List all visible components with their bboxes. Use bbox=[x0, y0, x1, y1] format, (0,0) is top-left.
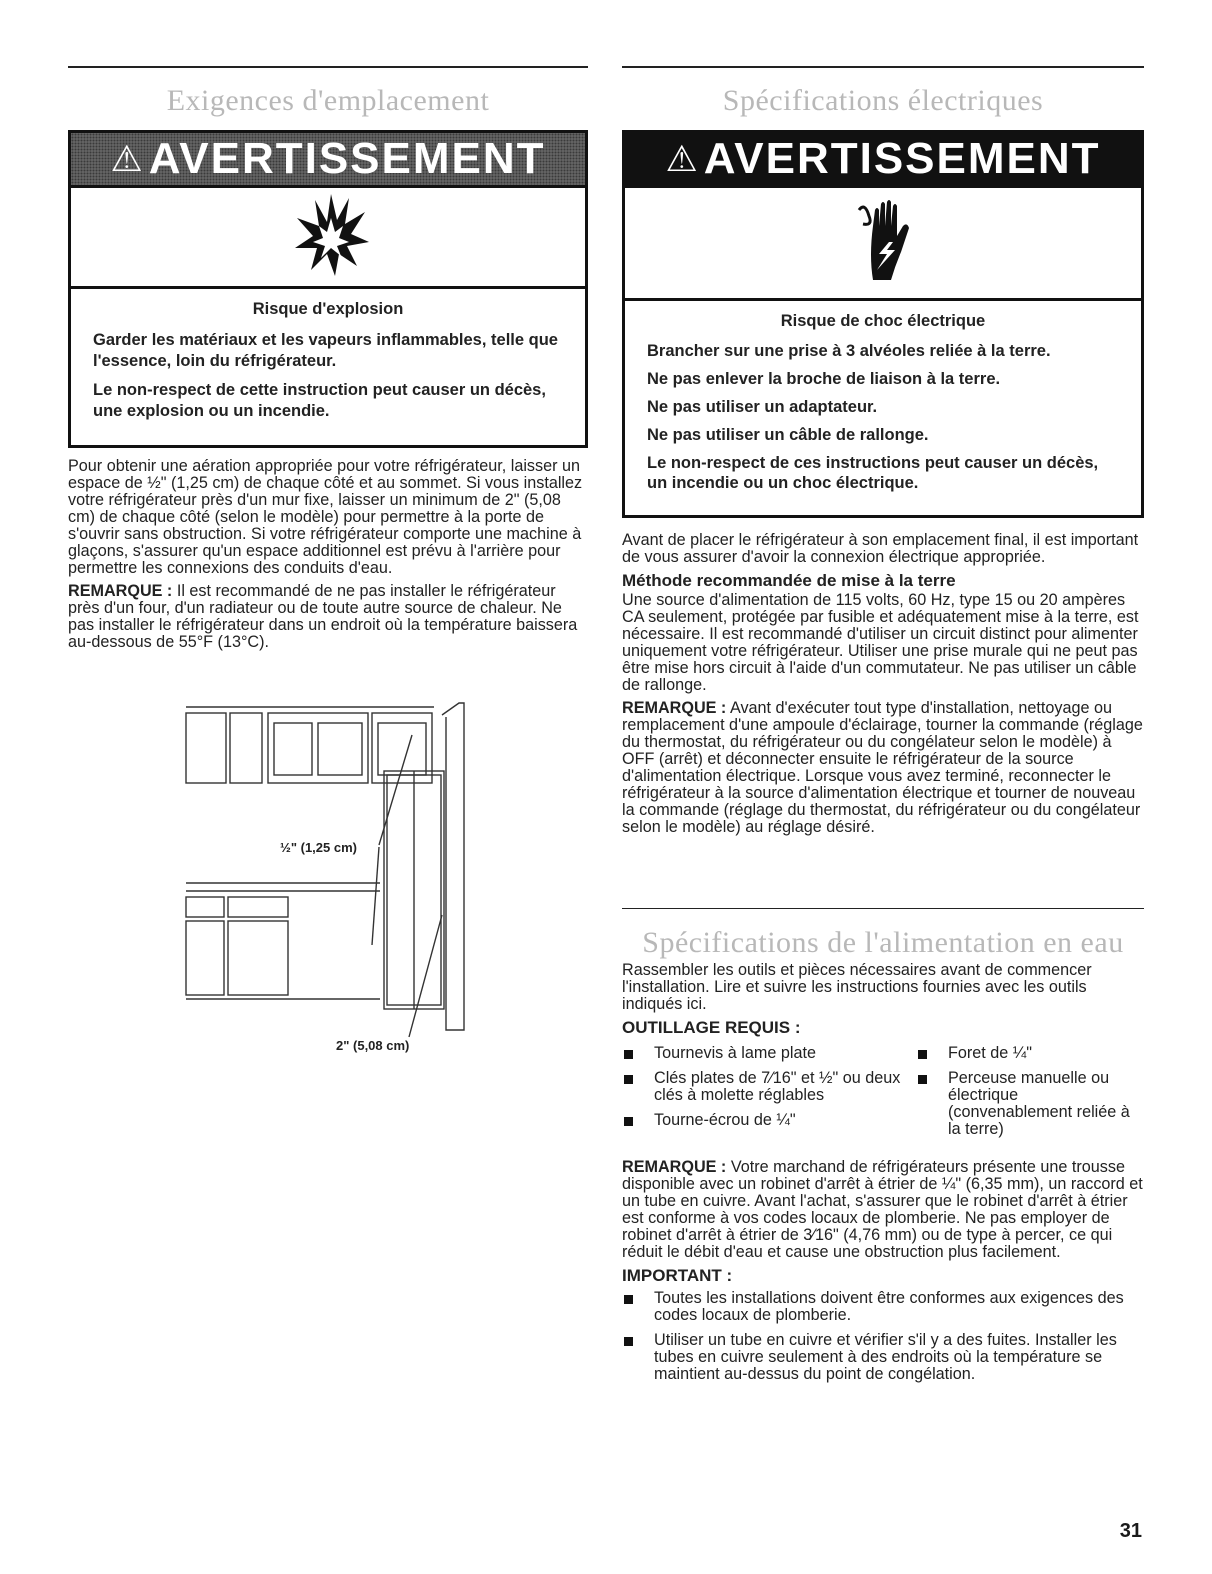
list-item: Toutes les installations doivent être conformes aux exigences des codes locaux de plomberie. bbox=[622, 1290, 1144, 1324]
warning-text bbox=[71, 289, 585, 444]
remarque-paragraph bbox=[68, 583, 588, 651]
electrical-text bbox=[622, 532, 1144, 842]
section-title-water: Spécifications de l'alimentation en eau bbox=[642, 926, 1124, 959]
section-title-location: Exigences d'emplacement bbox=[166, 84, 490, 117]
warning-line: Ne pas utiliser un câble de rallonge. bbox=[647, 426, 929, 444]
paragraph-tools-intro: Rassembler les outils et pièces nécessaires avant de commencer l'installation. Lire et suivre les instructions fournies avec les outils indiqués ici. bbox=[622, 961, 1092, 1013]
warning-line-1: Garder les matériaux et les vapeurs inflammables, telle que l'essence, loin du réfrigérateur. bbox=[93, 331, 558, 370]
water-text bbox=[622, 962, 1144, 1391]
warning-line: Ne pas enlever la broche de liaison à la terre. bbox=[647, 370, 1001, 388]
diagram-label-half: ½" (1,25 cm) bbox=[280, 840, 357, 855]
top-rule bbox=[68, 66, 588, 68]
tools-list-left bbox=[622, 1045, 912, 1137]
subhead-important: IMPORTANT : bbox=[622, 1266, 733, 1285]
warning-line: Brancher sur une prise à 3 alvéoles reliée à la terre. bbox=[647, 342, 1051, 360]
tools-list-right bbox=[916, 1045, 1144, 1146]
remarque-label: REMARQUE : bbox=[622, 1158, 727, 1176]
paragraph-ventilation: Pour obtenir une aération appropriée pour votre réfrigérateur, laisser un espace de ½" (1,25 cm) de chaque côté et au sommet. Si vous installez votre réfrigérateur près d'un mur fixe, laisser un minimum de 2" (5,08 cm) de chaque côté (selon le modèle) pour permettre à la porte de s'ouvrir sans obstruction. Si votre réfrigérateur comporte une machine à glaçons, s'assurer qu'un espace additionnel est prévu à l'arrière pour permettre les connexions des conduits d'eau. bbox=[68, 457, 583, 577]
warning-box-electric bbox=[622, 130, 1144, 518]
list-item: Tournevis à lame plate bbox=[622, 1045, 912, 1062]
warning-triangle-icon: ⚠ bbox=[665, 138, 700, 179]
warning-hazard: Risque d'explosion bbox=[252, 300, 404, 318]
paragraph-connection: Avant de placer le réfrigérateur à son emplacement final, il est important de vous assurer d'avoir la connexion électrique appropriée. bbox=[622, 531, 1139, 566]
remarque-label: REMARQUE : bbox=[68, 582, 173, 600]
refrigerator-clearance-diagram bbox=[184, 695, 484, 1055]
top-rule-right bbox=[622, 66, 1144, 68]
warning-header-label: AVERTISSEMENT bbox=[148, 134, 546, 183]
remarque-text: Avant d'exécuter tout type d'installation, nettoyage ou remplacement d'une ampoule d'éclairage, tourner la commande (réglage du thermostat, du réfrigérateur ou du congélateur selon le modèle) à OFF (arrêt) et déconnecter ensuite le réfrigérateur de la source d'alimentation électrique. Lorsque vous avez terminé, reconnecter le réfrigérateur à la source d'alimentation électrique et tourner de nouveau la commande (réglage du thermostat, du réfrigérateur ou du congélateur selon le modèle) au réglage désiré. bbox=[622, 699, 1143, 836]
page-number: 31 bbox=[1119, 1520, 1142, 1542]
warning-triangle-icon: ⚠ bbox=[110, 138, 145, 179]
electric-shock-hand-icon bbox=[855, 196, 915, 290]
subhead-grounding: Méthode recommandée de mise à la terre bbox=[622, 571, 956, 590]
location-text bbox=[68, 458, 588, 657]
section-divider bbox=[622, 908, 1144, 909]
section-title-electrical: Spécifications électriques bbox=[722, 84, 1044, 117]
list-item: Clés plates de 7⁄16" et ½" ou deux clés à molette réglables bbox=[622, 1070, 912, 1104]
remarque-text: Il est recommandé de ne pas installer le réfrigérateur près d'un four, d'un radiateur ou de toute autre source de chaleur. Ne pas installer le réfrigérateur dans un endroit où la température baissera au-dessous de 55°F (13°C). bbox=[68, 582, 578, 651]
warning-header-electric bbox=[625, 133, 1141, 188]
remarque-label: REMARQUE : bbox=[622, 699, 727, 717]
remarque-paragraph bbox=[622, 1159, 1144, 1261]
warning-line-2: Le non-respect de cette instruction peut causer un décès, une explosion ou un incendie. bbox=[93, 381, 546, 420]
list-item: Perceuse manuelle ou électrique (convenablement reliée à la terre) bbox=[916, 1070, 1144, 1138]
list-item: Utiliser un tube en cuivre et vérifier s'il y a des fuites. Installer les tubes en cuivre seulement à des endroits où la température se maintient au-dessus du point de congélation. bbox=[622, 1332, 1144, 1383]
subhead-tools: OUTILLAGE REQUIS : bbox=[622, 1018, 801, 1037]
list-item: Tourne-écrou de ¼" bbox=[622, 1112, 912, 1129]
warning-icon-area-electric bbox=[625, 188, 1141, 301]
warning-box-explosion bbox=[68, 130, 588, 448]
tools-list bbox=[622, 1039, 1144, 1159]
warning-header-label: AVERTISSEMENT bbox=[703, 134, 1101, 183]
warning-header bbox=[71, 133, 585, 188]
warning-text-electric bbox=[625, 301, 1141, 515]
warning-line: Ne pas utiliser un adaptateur. bbox=[647, 398, 878, 416]
warning-line: Le non-respect de ces instructions peut causer un décès, un incendie ou un choc électrique. bbox=[647, 454, 1099, 492]
diagram-label-two: 2" (5,08 cm) bbox=[336, 1038, 410, 1053]
explosion-icon bbox=[291, 192, 371, 278]
warning-icon-area bbox=[71, 188, 585, 289]
remarque-text: Votre marchand de réfrigérateurs présente une trousse disponible avec un robinet d'arrêt à étrier de ¼" (6,35 mm), un raccord et un tube en cuivre. Avant l'achat, s'assurer que le robinet d'arrêt à étrier est conforme à vos codes locaux de plomberie. Ne pas employer de robinet d'arrêt à étrier de 3⁄16" (4,76 mm) ou de type à percer, ce qui réduit le débit d'eau et cause une obstruction plus facilement. bbox=[622, 1158, 1143, 1261]
warning-hazard-electric: Risque de choc électrique bbox=[780, 312, 986, 330]
remarque-paragraph bbox=[622, 700, 1144, 836]
list-item: Foret de ¼" bbox=[916, 1045, 1144, 1062]
paragraph-power-source: Une source d'alimentation de 115 volts, 60 Hz, type 15 ou 20 ampères CA seulement, protégée par fusible et adéquatement mise à la terre, est nécessaire. Il est recommandé d'utiliser un circuit distinct pour alimenter uniquement votre réfrigérateur. Utiliser une prise murale qui ne peut pas être mise hors circuit à l'aide d'un commutateur. Ne pas utiliser un câble de rallonge. bbox=[622, 591, 1139, 694]
